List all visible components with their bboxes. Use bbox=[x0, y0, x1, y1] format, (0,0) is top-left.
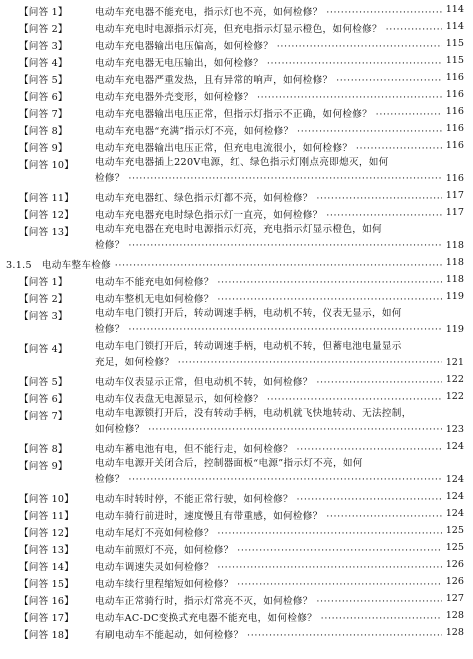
entry-tag: 【问答 1】 bbox=[19, 7, 68, 18]
entry-tag: 【问答 12】 bbox=[19, 528, 75, 539]
toc-entry[interactable] bbox=[0, 557, 473, 574]
toc-entry[interactable] bbox=[0, 272, 473, 289]
toc-entry[interactable] bbox=[0, 389, 473, 406]
toc-entry[interactable] bbox=[0, 205, 473, 222]
toc-entry[interactable] bbox=[0, 70, 473, 87]
toc-entry[interactable] bbox=[0, 625, 473, 642]
entry-title: 电动车蓄电池有电，但不能行走，如何检修？ ····· bbox=[95, 441, 443, 455]
entry-title: 电动车仪表显示正常，但电动机不转，如何检修？ ····· bbox=[95, 374, 443, 388]
entry-title bbox=[95, 222, 443, 254]
entry-title-line2: 检修？ ····· bbox=[95, 173, 443, 184]
entry-title bbox=[95, 456, 443, 488]
entry-title: 电动车骑行前进时，速度慢且有带重感，如何检修？ ····· bbox=[95, 508, 443, 522]
entry-page-number: 124 bbox=[442, 491, 464, 502]
entry-title: 电动车仪表盘无电源显示，如何检修？ ····· bbox=[95, 391, 443, 405]
entry-title: 有刷电动车不能起动，如何检修？ ····· bbox=[95, 627, 443, 641]
entry-tag: 【问答 3】 bbox=[19, 311, 68, 322]
entry-title: 电动车正常骑行时，指示灯常亮不灭，如何检修？ ····· bbox=[95, 593, 443, 607]
entry-title-line2: 充足，如何检修？ ····· bbox=[95, 357, 443, 368]
entry-title-line1: 电动车充电器在充电时电源指示灯亮，充电指示灯显示橙色，如何 bbox=[95, 224, 382, 235]
toc-entry[interactable] bbox=[0, 222, 473, 255]
entry-title-line1: 电动车电源锁打开后，没有转动手柄，电动机就飞快地转动、无法控制， bbox=[95, 408, 412, 419]
entry-page-number: 115 bbox=[442, 38, 464, 49]
entry-tag: 【问答 8】 bbox=[19, 126, 68, 137]
toc-entry[interactable] bbox=[0, 489, 473, 506]
entry-page-number: 118 bbox=[442, 274, 464, 285]
entry-page-number: 116 bbox=[442, 140, 464, 151]
toc-entry[interactable] bbox=[0, 36, 473, 53]
toc-entry[interactable] bbox=[0, 87, 473, 104]
entry-title: 电动车充电器无电压输出，如何检修？ ····· bbox=[95, 55, 443, 69]
entry-tag: 【问答 11】 bbox=[19, 193, 75, 204]
entry-tag: 【问答 10】 bbox=[19, 160, 75, 171]
entry-page-number: 123 bbox=[442, 424, 464, 435]
entry-page-number: 118 bbox=[442, 240, 464, 251]
entry-page-number: 121 bbox=[442, 357, 464, 368]
entry-page-number: 116 bbox=[442, 72, 464, 83]
entry-page-number: 126 bbox=[442, 576, 464, 587]
toc-section-heading bbox=[0, 255, 473, 272]
toc-block-charger bbox=[0, 2, 473, 255]
entry-title: 电动车充电器充电时绿色指示灯一直亮，如何检修？ ····· bbox=[95, 207, 443, 221]
entry-tag: 【问答 6】 bbox=[19, 394, 68, 405]
entry-title: 电动车整机无电如何检修？ ····· bbox=[95, 291, 443, 305]
entry-page-number: 125 bbox=[442, 525, 464, 536]
toc-entry[interactable] bbox=[0, 439, 473, 456]
toc-entry[interactable] bbox=[0, 406, 473, 439]
entry-title-line1: 电动车电源开关闭合后，控制器面板“电源”指示灯不亮，如何 bbox=[95, 458, 363, 469]
toc-entry[interactable] bbox=[0, 138, 473, 155]
entry-tag: 【问答 2】 bbox=[19, 24, 68, 35]
entry-tag: 【问答 18】 bbox=[19, 630, 75, 641]
entry-tag: 【问答 7】 bbox=[19, 411, 68, 422]
entry-title-line2: 如何检修？ ····· bbox=[95, 424, 443, 435]
entry-page-number: 116 bbox=[442, 173, 464, 184]
entry-page-number: 124 bbox=[442, 508, 464, 519]
entry-tag: 【问答 5】 bbox=[19, 75, 68, 86]
entry-title-line2: 检修？ ····· bbox=[95, 474, 443, 485]
entry-tag: 【问答 2】 bbox=[19, 294, 68, 305]
entry-tag: 【问答 11】 bbox=[19, 511, 75, 522]
toc-entry[interactable] bbox=[0, 608, 473, 625]
entry-title: 电动车AC-DC变换式充电器不能充电，如何检修？ ····· bbox=[95, 610, 443, 624]
toc-entry[interactable] bbox=[0, 53, 473, 70]
entry-title bbox=[95, 306, 443, 338]
entry-page-number: 119 bbox=[442, 291, 464, 302]
entry-tag: 【问答 8】 bbox=[19, 444, 68, 455]
entry-page-number: 124 bbox=[442, 474, 464, 485]
entry-tag: 【问答 9】 bbox=[19, 143, 68, 154]
entry-tag: 【问答 12】 bbox=[19, 210, 75, 221]
toc-entry[interactable] bbox=[0, 591, 473, 608]
section-page-number: 118 bbox=[442, 257, 464, 268]
toc-entry[interactable] bbox=[0, 372, 473, 389]
entry-title: 电动车充电器不能充电，指示灯也不亮，如何检修？ ····· bbox=[95, 4, 443, 18]
toc-entry[interactable] bbox=[0, 19, 473, 36]
entry-title: 电动车调速失灵如何检修？ ····· bbox=[95, 559, 443, 573]
entry-tag: 【问答 14】 bbox=[19, 562, 75, 573]
entry-title-line1: 电动车充电器插上220V电源，红、绿色指示灯刚点亮即熄灭，如何 bbox=[95, 157, 389, 168]
entry-title: 电动车充电器输出电压正常，但充电电流很小，如何检修？ ····· bbox=[95, 140, 443, 154]
entry-title: 电动车尾灯不亮如何检修？ ····· bbox=[95, 525, 443, 539]
entry-title bbox=[95, 155, 443, 187]
entry-tag: 【问答 1】 bbox=[19, 277, 68, 288]
entry-page-number: 126 bbox=[442, 559, 464, 570]
entry-page-number: 125 bbox=[442, 542, 464, 553]
section-title: 3.1.5 电动车整车检修 ····· bbox=[6, 257, 443, 271]
entry-title: 电动车充电器严重发热，且有异常的响声，如何检修？ ····· bbox=[95, 72, 443, 86]
entry-title: 电动车充电时电源指示灯亮，但充电指示灯显示橙色，如何检修？ ····· bbox=[95, 21, 443, 35]
entry-title: 电动车充电器“充满”指示灯不亮，如何检修？ ····· bbox=[95, 123, 443, 137]
toc-entry[interactable] bbox=[0, 506, 473, 523]
entry-tag: 【问答 17】 bbox=[19, 613, 75, 624]
entry-tag: 【问答 7】 bbox=[19, 109, 68, 120]
entry-page-number: 117 bbox=[442, 207, 464, 218]
entry-title: 电动车充电器红、绿色指示灯都不亮，如何检修？ ····· bbox=[95, 190, 443, 204]
entry-title-line1: 电动车电门锁打开后，转动调速手柄，电动机不转，但蓄电池电量显示 bbox=[95, 341, 402, 352]
toc-entry[interactable] bbox=[0, 339, 473, 372]
entry-title: 电动车不能充电如何检修？ ····· bbox=[95, 274, 443, 288]
entry-page-number: 124 bbox=[442, 441, 464, 452]
entry-page-number: 128 bbox=[442, 627, 464, 638]
entry-title: 电动车续行里程缩短如何检修？ ····· bbox=[95, 576, 443, 590]
entry-tag: 【问答 9】 bbox=[19, 461, 68, 472]
entry-title bbox=[95, 406, 443, 438]
entry-tag: 【问答 15】 bbox=[19, 579, 75, 590]
entry-page-number: 122 bbox=[442, 374, 464, 385]
toc-entry[interactable] bbox=[0, 289, 473, 306]
entry-page-number: 116 bbox=[442, 106, 464, 117]
toc-block-vehicle bbox=[0, 272, 473, 642]
toc-entry[interactable] bbox=[0, 523, 473, 540]
entry-title: 电动车前照灯不亮，如何检修？ ····· bbox=[95, 542, 443, 556]
entry-title bbox=[95, 339, 443, 371]
entry-tag: 【问答 13】 bbox=[19, 227, 75, 238]
entry-title: 电动车时转时停，不能正常行驶，如何检修？ ····· bbox=[95, 491, 443, 505]
toc-entry[interactable] bbox=[0, 2, 473, 19]
entry-page-number: 117 bbox=[442, 190, 464, 201]
entry-title: 电动车充电器输出电压偏高，如何检修？ ····· bbox=[95, 38, 443, 52]
entry-page-number: 119 bbox=[442, 324, 464, 335]
entry-page-number: 122 bbox=[442, 391, 464, 402]
entry-tag: 【问答 13】 bbox=[19, 545, 75, 556]
entry-title-line2: 检修？ ····· bbox=[95, 240, 443, 251]
toc-entry[interactable] bbox=[0, 104, 473, 121]
entry-title: 电动车充电器外壳变形，如何检修？ ····· bbox=[95, 89, 443, 103]
entry-page-number: 127 bbox=[442, 593, 464, 604]
entry-page-number: 114 bbox=[442, 21, 464, 32]
toc-entry[interactable] bbox=[0, 155, 473, 188]
toc-entry[interactable] bbox=[0, 188, 473, 205]
entry-page-number: 114 bbox=[442, 4, 464, 15]
entry-tag: 【问答 6】 bbox=[19, 92, 68, 103]
entry-tag: 【问答 10】 bbox=[19, 494, 75, 505]
entry-page-number: 115 bbox=[442, 55, 464, 66]
toc-entry[interactable] bbox=[0, 456, 473, 489]
entry-page-number: 128 bbox=[442, 610, 464, 621]
entry-tag: 【问答 5】 bbox=[19, 377, 68, 388]
entry-page-number: 116 bbox=[442, 123, 464, 134]
entry-title-line2: 检修？ ····· bbox=[95, 324, 443, 335]
entry-tag: 【问答 4】 bbox=[19, 344, 68, 355]
toc-entry[interactable] bbox=[0, 306, 473, 339]
toc-entry[interactable] bbox=[0, 540, 473, 557]
entry-title-line1: 电动车电门锁打开后，转动调速手柄，电动机不转，仪表无显示，如何 bbox=[95, 308, 402, 319]
toc-entry[interactable] bbox=[0, 121, 473, 138]
entry-tag: 【问答 16】 bbox=[19, 596, 75, 607]
toc-entry[interactable] bbox=[0, 574, 473, 591]
entry-title: 电动车充电器输出电压正常，但指示灯指示不正确，如何检修？ ····· bbox=[95, 106, 443, 120]
entry-tag: 【问答 3】 bbox=[19, 41, 68, 52]
entry-tag: 【问答 4】 bbox=[19, 58, 68, 69]
entry-page-number: 116 bbox=[442, 89, 464, 100]
